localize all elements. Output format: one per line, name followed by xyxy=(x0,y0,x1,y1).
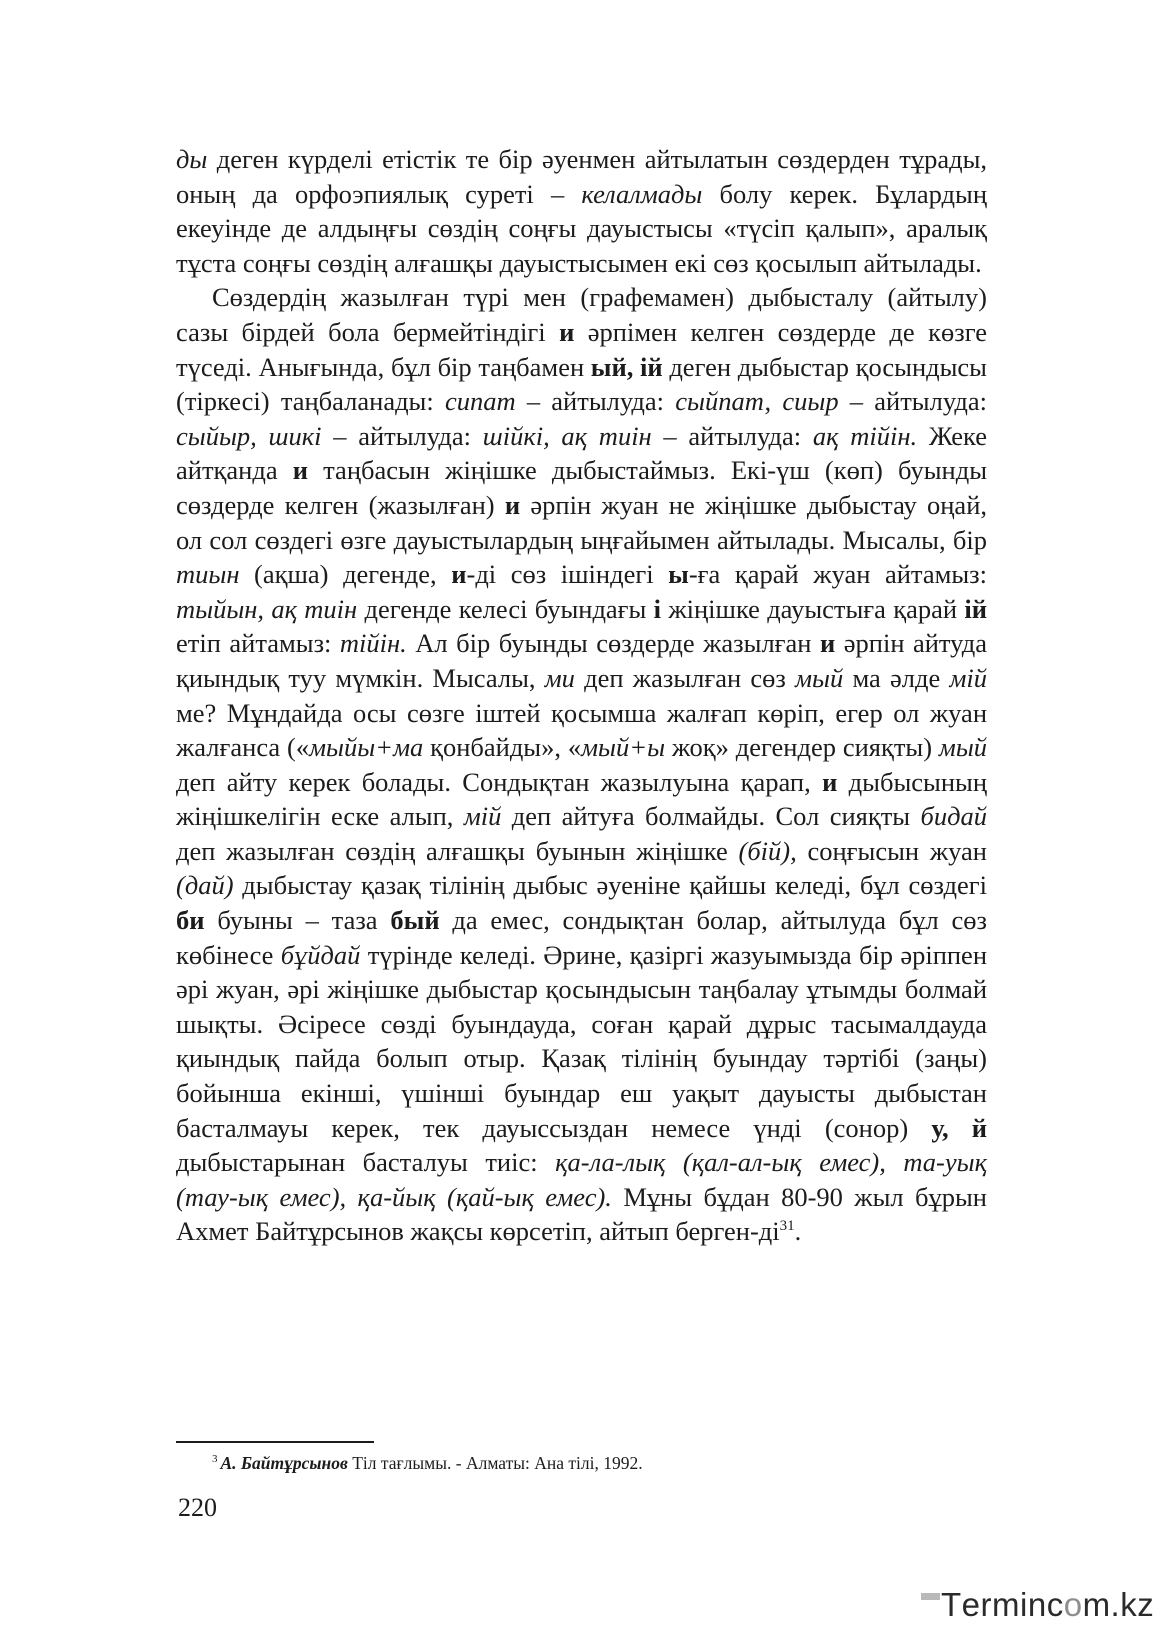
text-run: ый, ій xyxy=(590,351,663,382)
text-run: әрпін айтуда қиындық туу мүмкін. Мысалы, xyxy=(176,628,987,693)
text-run: и xyxy=(292,455,309,486)
footnote-reference: 31 xyxy=(779,1218,795,1235)
footnote-divider xyxy=(176,1441,374,1443)
text-run: дыбыстау қазақ тілінің дыбыс әуеніне қайшы келеді, бұл сөздегі xyxy=(233,870,987,901)
text-run: әрпімен келген сөздерде де көзге түседі. Анығында, бұл бір таңбамен xyxy=(176,316,987,382)
text-run: Жеке айтқанда xyxy=(176,420,988,486)
text-run: ақ тійін. xyxy=(812,420,918,451)
text-run: деп айтуға болмайды. Сол сияқты xyxy=(501,801,921,832)
termincom-watermark xyxy=(941,1587,1154,1623)
text-run: ми xyxy=(544,662,575,693)
text-run: сыйыр, шикі xyxy=(176,420,322,451)
page-number: 220 xyxy=(178,1493,217,1522)
text-run: Сөздердің жазылған түрі мен (графемамен) дыбысталу (айтылу) сазы бірдей бола бермейтіндігі xyxy=(176,282,987,347)
text-run: би xyxy=(176,905,205,936)
text-run: мій xyxy=(463,801,502,832)
text-run: соңғысын жуан xyxy=(796,835,987,866)
footnote xyxy=(212,1447,643,1475)
footnote-marker: 3 xyxy=(212,1453,218,1465)
paragraph xyxy=(176,280,987,1249)
text-run: . xyxy=(794,1216,802,1247)
text-run: да емес, сондықтан болар, айтылуда бұл сөз көбінесе xyxy=(176,905,987,970)
text-run: мыйы+ма xyxy=(309,732,424,763)
text-run: шійкі, ақ тиін xyxy=(482,420,652,451)
text-run: и xyxy=(822,766,838,797)
text-run: ме? Мұндайда осы сөзге іштей қосымша жалғап көріп, егер ол жуан жалғанса (« xyxy=(176,697,987,763)
text-run: бұйдай xyxy=(280,939,361,970)
text-run: тыйын, ақ тиін xyxy=(176,593,358,624)
text-run: і xyxy=(653,593,662,624)
text-run: -ді сөз ішіндегі xyxy=(466,559,669,590)
watermark-text-c: m.kz xyxy=(1082,1586,1155,1623)
text-run: ы xyxy=(668,559,689,590)
watermark-letter-o: o xyxy=(1063,1586,1083,1623)
text-run: бидай xyxy=(920,801,987,832)
watermark-letter-t: T xyxy=(941,1586,962,1623)
text-run: таңбасын жіңішке дыбыстаймыз. Екі-үш (көп) буынды сөздерде келген (жазылған) xyxy=(176,455,987,520)
text-run: мій xyxy=(949,662,987,693)
text-run: – айтылуда: xyxy=(651,420,813,451)
text-run: жоқ» дегендер сияқты) xyxy=(665,732,939,763)
text-run: тійін. xyxy=(339,628,407,659)
text-run: – айтылуда: xyxy=(515,386,676,417)
text-run: деп айту керек болады. Сондықтан жазылуына қарап, xyxy=(176,766,823,797)
text-run: түрінде келеді. Әрине, қазіргі жазуымызда бір әріппен әрі жуан, әрі жіңішке дыбыстар қосындысын таңбалау ұтымды болмай шықты. Әсіресе сөзді буындауда, соған қарай дұрыс тасымалдауда қиындық пайда болып отыр. Қазақ тілінің буындау тәртібі (заңы) бойынша екінші, үшінші буындар еш уақыт дауысты дыбыстан басталмауы керек, тек дауыссыздан немесе үнді (сонор) xyxy=(176,939,988,1143)
text-run: (ақша) дегенде, xyxy=(239,559,452,590)
text-run: деп жазылған сөз xyxy=(574,662,796,693)
text-run: буыны – таза xyxy=(204,905,391,936)
text-run: Мұны бұдан 80-90 жыл бұрын Ахмет Байтұрсынов жақсы көрсетіп, айтып берген-ді xyxy=(176,1181,987,1247)
text-run: ій xyxy=(964,593,987,624)
text-run: Ал бір буынды сөздерде жазылған xyxy=(406,628,820,659)
text-run: и xyxy=(451,559,467,590)
text-run: – айтылуда: xyxy=(321,420,483,451)
text-run: дыбысының жіңішкелігін еске алып, xyxy=(176,766,987,832)
text-run: и xyxy=(504,489,521,520)
text-run: қонбайды», « xyxy=(423,732,582,763)
text-run: тиын xyxy=(176,559,240,590)
text-run: әрпін жуан не жіңішке дыбыстау оңай, ол сол сөздегі өзге дауыстылардың ыңғайымен айтылады. Мысалы, бір xyxy=(176,489,988,555)
footnote-text: Тіл тағлымы. - Алматы: Ана тілі, 1992. xyxy=(347,1452,643,1473)
text-run: у, й xyxy=(931,1112,987,1143)
text-run: ды xyxy=(176,144,208,174)
paragraph xyxy=(176,142,987,280)
text-run: келалмады xyxy=(581,178,703,209)
page-body xyxy=(176,142,987,1249)
text-run: деген күрделі етістік те бір әуенмен айтылатын сөздерден тұрады, оның да орфоэпиялық суреті – xyxy=(176,144,987,209)
text-run: (бій), xyxy=(738,835,797,866)
text-run: дыбыстарынан басталуы тиіс: xyxy=(176,1147,556,1178)
text-run: мый xyxy=(938,732,988,763)
text-run: мый xyxy=(795,662,844,693)
text-run: деген дыбыстар қосындысы (тіркесі) таңбаланады: xyxy=(176,351,987,417)
text-run: деп жазылған сөздің алғашқы буынын жіңішке xyxy=(176,835,739,866)
text-run: болу керек. Бұлардың екеуінде де алдыңғы сөздің соңғы дауыстысы «түсіп қалып», аралық тұста соңғы сөздің алғашқы дауыстысымен екі сөз қосылып айтылады. xyxy=(176,178,987,278)
text-run: дегенде келесі буындағы xyxy=(357,593,654,624)
footnote-author: А. Байтұрсынов xyxy=(220,1452,348,1473)
watermark-text-b: c xyxy=(1046,1586,1064,1623)
text-run: сипат xyxy=(444,386,516,417)
text-run: (дай) xyxy=(176,870,234,901)
text-run: мый+ы xyxy=(581,732,666,763)
watermark-text-a: ermin xyxy=(961,1586,1047,1623)
text-run: етіп айтамыз: xyxy=(176,628,340,659)
text-run: ма әлде xyxy=(843,662,950,693)
text-run: қа-ла-лық (қал-ал-ық емес), та-уық (тау-ық емес), қа-йық (қай-ық емес). xyxy=(176,1147,987,1212)
text-run: -ға қарай жуан айтамыз: xyxy=(688,559,987,590)
text-run: сыйпат, сиыр xyxy=(675,386,839,417)
text-run: бый xyxy=(390,905,440,936)
text-run: и xyxy=(559,316,575,347)
text-run: – айтылуда: xyxy=(838,386,988,417)
text-run: жіңішке дауыстыға қарай xyxy=(661,593,965,624)
text-run: и xyxy=(819,628,836,659)
